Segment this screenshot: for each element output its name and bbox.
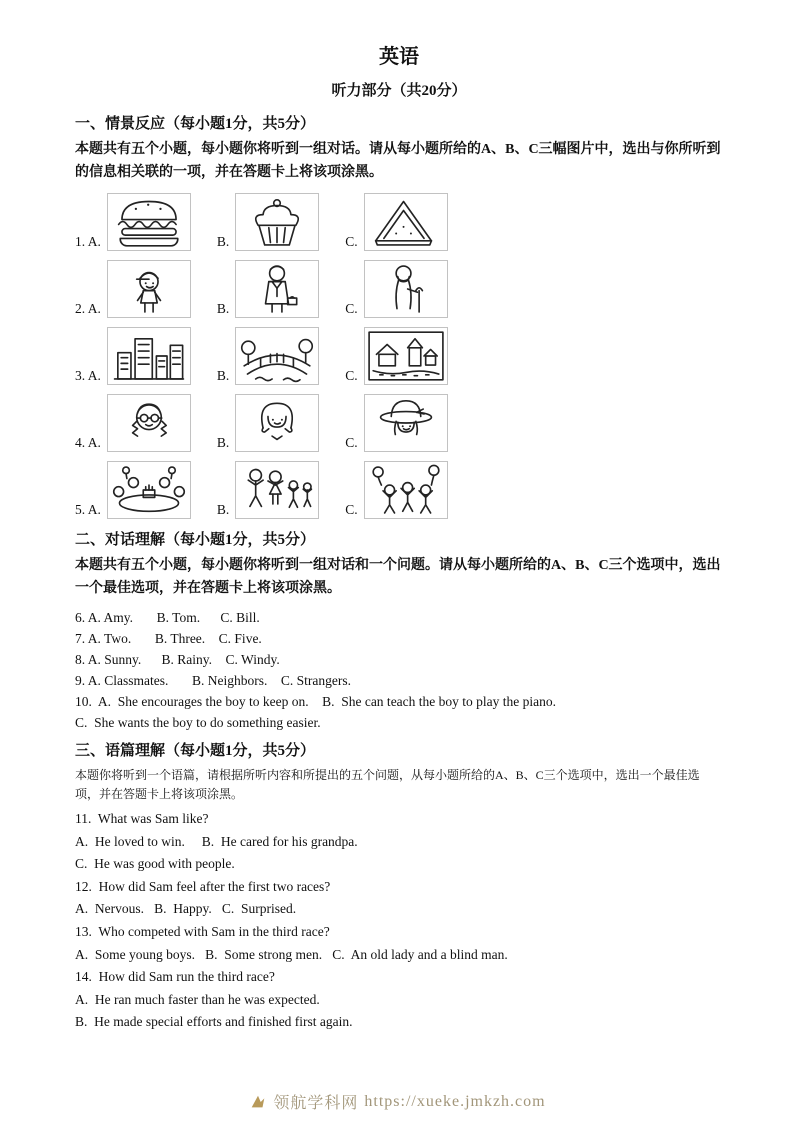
question-8: 8. A. Sunny. B. Rainy. C. Windy. bbox=[75, 651, 280, 667]
q5-option-b bbox=[217, 461, 319, 519]
question-14-option-b: B. He made special efforts and finished first again. bbox=[75, 1014, 353, 1030]
q4-label-c: C. bbox=[345, 435, 358, 451]
picture-question-5 bbox=[75, 461, 723, 519]
q1-option-b bbox=[217, 193, 319, 251]
picture-question-4 bbox=[75, 394, 723, 452]
question-10-options-ab: 10. A. She encourages the boy to keep on. B. She can teach the boy to play the piano. bbox=[75, 693, 557, 709]
q2-option-a bbox=[75, 260, 191, 318]
question-11-option-c: C. He was good with people. bbox=[75, 856, 235, 872]
family-group-icon bbox=[236, 462, 318, 518]
picture-question-3 bbox=[75, 327, 723, 385]
q4-option-a bbox=[75, 394, 191, 452]
section3-instructions: 本题你将听到一个语篇，请根据所听内容和所提出的五个问题，从每小题所给的A、B、C三个选项中，选出一个最佳选项，并在答题卡上将该项涂黑。 bbox=[75, 767, 700, 801]
picture-question-1 bbox=[75, 193, 723, 251]
girl-short-hair-image bbox=[235, 394, 319, 452]
city-buildings-image bbox=[107, 327, 191, 385]
family-group-image bbox=[235, 461, 319, 519]
question-6: 6. A. Amy. B. Tom. C. Bill. bbox=[75, 609, 260, 625]
man-in-suit-icon bbox=[236, 261, 318, 317]
question-12-options: A. Nervous. B. Happy. C. Surprised. bbox=[75, 901, 297, 917]
question-13: 13. Who competed with Sam in the third race? bbox=[75, 924, 330, 940]
question-7: 7. A. Two. B. Three. C. Five. bbox=[75, 630, 262, 646]
hamburger-icon bbox=[108, 194, 190, 250]
question-11: 11. What was Sam like? bbox=[75, 811, 209, 827]
girl-glasses-braids-image bbox=[107, 394, 191, 452]
boy-with-cap-image bbox=[107, 260, 191, 318]
q1-option-c bbox=[345, 193, 447, 251]
birthday-party-image bbox=[107, 461, 191, 519]
q4-option-b bbox=[217, 394, 319, 452]
q1-label-a: 1. A. bbox=[75, 234, 101, 250]
girl-glasses-braids-icon bbox=[108, 395, 190, 451]
hamburger-image bbox=[107, 193, 191, 251]
q2-label-a: 2. A. bbox=[75, 301, 101, 317]
q5-label-b: B. bbox=[216, 502, 230, 518]
sandwich-icon bbox=[365, 194, 447, 250]
park-bridge-icon bbox=[236, 328, 318, 384]
question-13-options: A. Some young boys. B. Some strong men. C. An old lady and a blind man. bbox=[75, 946, 508, 962]
q5-label-c: C. bbox=[345, 502, 358, 518]
question-9: 9. A. Classmates. B. Neighbors. C. Strangers. bbox=[75, 672, 351, 688]
q5-label-a: 5. A. bbox=[75, 502, 101, 518]
question-10-option-c: C. She wants the boy to do something easier. bbox=[75, 714, 321, 730]
city-buildings-icon bbox=[108, 328, 190, 384]
village-houses-image bbox=[364, 327, 448, 385]
girl-short-hair-icon bbox=[236, 395, 318, 451]
section1-heading: 一、情景反应（每小题1分，共5分） bbox=[75, 116, 316, 132]
q2-option-c bbox=[345, 260, 447, 318]
children-balloons-icon bbox=[365, 462, 447, 518]
old-man-with-cane-image bbox=[364, 260, 448, 318]
q3-option-b bbox=[217, 327, 319, 385]
section2-heading: 二、对话理解（每小题1分，共5分） bbox=[75, 532, 316, 549]
question-14-option-a: A. He ran much faster than he was expected. bbox=[75, 991, 320, 1007]
q1-label-b: B. bbox=[216, 234, 230, 250]
q3-option-a bbox=[75, 327, 191, 385]
cupcake-icon bbox=[236, 194, 318, 250]
q4-label-b: B. bbox=[216, 435, 230, 451]
watermark-url: https://xueke.jmkzh.com bbox=[364, 1092, 546, 1110]
man-in-suit-image bbox=[235, 260, 319, 318]
girl-sun-hat-image bbox=[364, 394, 448, 452]
park-bridge-image bbox=[235, 327, 319, 385]
q3-label-c: C. bbox=[345, 368, 358, 384]
boy-with-cap-icon bbox=[108, 261, 190, 317]
q4-option-c bbox=[345, 394, 447, 452]
watermark-site-name: 领航学科网 bbox=[273, 1095, 359, 1112]
page-title: 英语 bbox=[379, 46, 419, 68]
q2-label-b: B. bbox=[216, 301, 230, 317]
q3-label-a: 3. A. bbox=[75, 368, 101, 384]
q2-label-c: C. bbox=[345, 301, 358, 317]
q1-option-a bbox=[75, 193, 191, 251]
q5-option-c bbox=[345, 461, 447, 519]
q5-option-a bbox=[75, 461, 191, 519]
q3-label-b: B. bbox=[216, 368, 230, 384]
children-balloons-image bbox=[364, 461, 448, 519]
q3-option-c bbox=[345, 327, 447, 385]
site-logo-icon bbox=[249, 1093, 267, 1111]
question-11-options-ab: A. He loved to win. B. He cared for his grandpa. bbox=[75, 833, 358, 849]
q2-option-b bbox=[217, 260, 319, 318]
birthday-party-icon bbox=[108, 462, 190, 518]
old-man-with-cane-icon bbox=[365, 261, 447, 317]
village-houses-icon bbox=[365, 328, 447, 384]
q4-label-a: 4. A. bbox=[75, 435, 101, 451]
picture-question-2 bbox=[75, 260, 723, 318]
q1-label-c: C. bbox=[345, 234, 358, 250]
page-subtitle: 听力部分（共20分） bbox=[331, 83, 467, 99]
section1-instructions: 本题共有五个小题，每小题你将听到一组对话。请从每小题所给的A、B、C三幅图片中，选出与你所听到的信息相关联的一项，并在答题卡上将该项涂黑。 bbox=[75, 142, 721, 180]
cupcake-image bbox=[235, 193, 319, 251]
section2-instructions: 本题共有五个小题，每小题你将听到一组对话和一个问题。请从每小题所给的A、B、C三个选项中，选出一个最佳选项，并在答题卡上将该项涂黑。 bbox=[75, 558, 721, 597]
question-12: 12. How did Sam feel after the first two races? bbox=[75, 878, 331, 894]
sandwich-image bbox=[364, 193, 448, 251]
watermark-footer bbox=[0, 1090, 795, 1113]
girl-sun-hat-icon bbox=[365, 395, 447, 451]
question-14: 14. How did Sam run the third race? bbox=[75, 969, 275, 985]
section3-heading: 三、语篇理解（每小题1分，共5分） bbox=[75, 742, 316, 759]
